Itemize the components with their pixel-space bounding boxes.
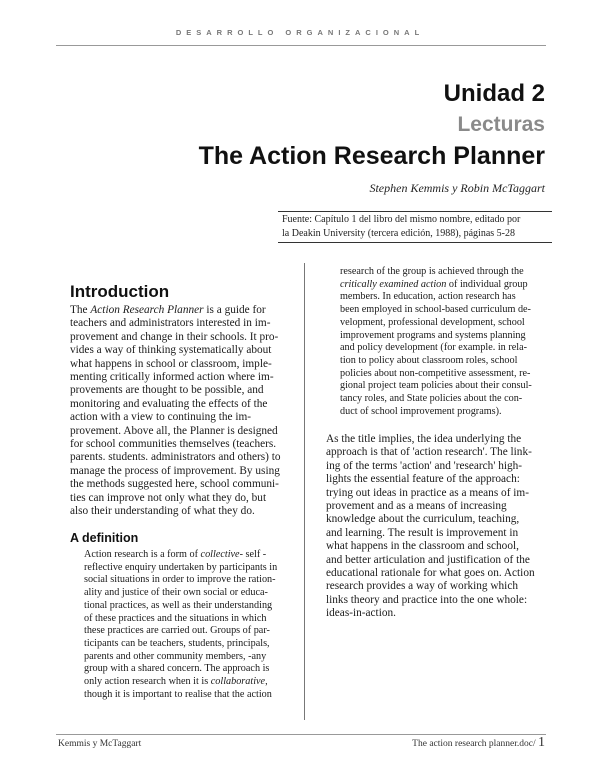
page-title: The Action Research Planner [198,142,545,170]
text-line: parents. students. administrators and others) to [70,451,281,464]
text-line: though it is important to realise that the action [84,688,272,700]
text-line: research of the group is achieved through the [340,266,524,277]
text-run: The [70,304,91,316]
section-label: Lecturas [457,113,545,136]
text-line: of these practices and the situations in which [84,612,267,624]
text-line: members. In education, action research has [340,291,516,303]
definition-heading: A definition [70,531,139,545]
text-line: research provides a way of working which [326,580,518,593]
text-line [340,279,532,292]
text-line [84,676,277,689]
page-number: 1 [538,735,545,750]
source-line: la Deakin University (tercera edición, 1988), páginas 5-28 [282,227,515,239]
text-line [84,549,277,562]
text-line: action with a view to continuing the im- [70,411,252,424]
critically-examined-action-italic: critically examined action [340,278,447,290]
text-line: provement and change in their schools. It pro- [70,330,279,343]
text-line: duct of school improvement programs). [340,405,502,417]
source-line: Fuente: Capítulo 1 del libro del mismo nombre, editado por [282,214,521,225]
text-line: and better articulation and justification of the [326,553,530,566]
text-line: reflective enquiry undertaken by participants in [84,561,278,573]
text-line: ing of the terms 'action' and 'research' high- [326,459,523,472]
text-line: As the title implies, the idea underlying the [326,433,522,445]
text-run: - self - [239,549,267,560]
text-line: for school communities themselves (teachers. [70,438,277,451]
unit-label: Unidad 2 [443,80,545,107]
text-line: what happens in the classroom and school, [326,540,519,553]
text-line: social situations in order to improve the ration- [84,574,276,586]
text-line: knowledge about the curriculum, teaching, [326,513,520,526]
text-line: group with a shared concern. The approach is [84,663,270,675]
text-line: what happens in school or classroom, imple- [70,357,272,370]
text-run: of individual group [446,278,528,290]
text-line [70,304,281,317]
text-line: approach is that of 'action research'. The link- [326,446,532,459]
text-line: ideas-in-action. [326,607,396,620]
header-rule [56,45,546,46]
definition-quote [84,549,277,701]
text-line: provement and as a means of increasing [326,500,507,513]
footer-filename: The action research planner.doc/ [412,739,536,749]
text-line: provement. Above all, the Planner is designed [70,424,278,437]
text-line: the methods suggested here, school communi- [70,478,279,491]
text-line: monitoring and evaluating the effects of the [70,397,268,410]
text-run: is a guide for [203,304,266,316]
text-line: tancy roles, and State policies about the con- [340,393,523,405]
column-divider [304,263,305,720]
text-line: menting critically informed action where im- [70,371,274,384]
text-line: and policy development (for example. in rela- [340,342,527,354]
text-line: these practices are carried out. Groups of par- [84,625,270,637]
text-line: parents and other community members, -any [84,650,267,662]
footer-document [412,735,545,751]
definition-quote-continued [340,266,532,418]
text-line: lights the essential feature of the approach: [326,473,520,486]
text-line: tional practices, as well as their understanding [84,599,273,611]
planner-title-italic: Action Research Planner [90,304,204,316]
text-line: tion to policy about classroom roles, school [340,354,518,366]
text-line: policies about non-competitive assessment, re- [340,367,531,379]
text-line: ties can improve not only what they do, but [70,491,267,504]
text-line: been employed in school-based curriculum de- [340,304,531,316]
text-line: ticipants can be teachers, students, principals, [84,637,270,649]
text-run: only action research when it is [84,676,211,688]
text-line: teachers and administrators interested in im- [70,317,271,330]
collective-italic: collective [200,549,240,560]
action-research-paragraph [326,433,535,621]
collaborative-italic: collaborative [210,676,266,688]
text-line: links theory and practice into the one whole: [326,593,528,606]
source-note [278,211,552,243]
introduction-paragraph [70,304,281,519]
text-line: velopment, professional development, school [340,316,525,328]
text-line: provements are thought to be possible, and [70,384,264,397]
authors: Stephen Kemmis y Robin McTaggart [369,181,545,195]
text-line: improvement programs and systems planning [340,329,526,341]
footer-authors: Kemmis y McTaggart [58,739,142,749]
text-run: Action research is a form of [84,549,201,560]
text-line: ality and justice of their own social or educa- [84,587,268,599]
text-line: manage the process of improvement. By using [70,464,280,477]
text-line: also their understanding of what they do. [70,505,255,518]
text-line: and learning. The result is improvement in [326,526,519,539]
text-line: vides a way of thinking systematically about [70,344,272,357]
text-line: trying out ideas in practice as a means of im- [326,486,529,499]
running-header: DESARROLLO ORGANIZACIONAL [175,28,425,37]
text-line: educational rationale for what goes on. Action [326,567,535,580]
text-line: gional project team policies about their consul- [340,380,532,392]
text-run: , [265,676,268,688]
introduction-heading: Introduction [70,282,170,301]
